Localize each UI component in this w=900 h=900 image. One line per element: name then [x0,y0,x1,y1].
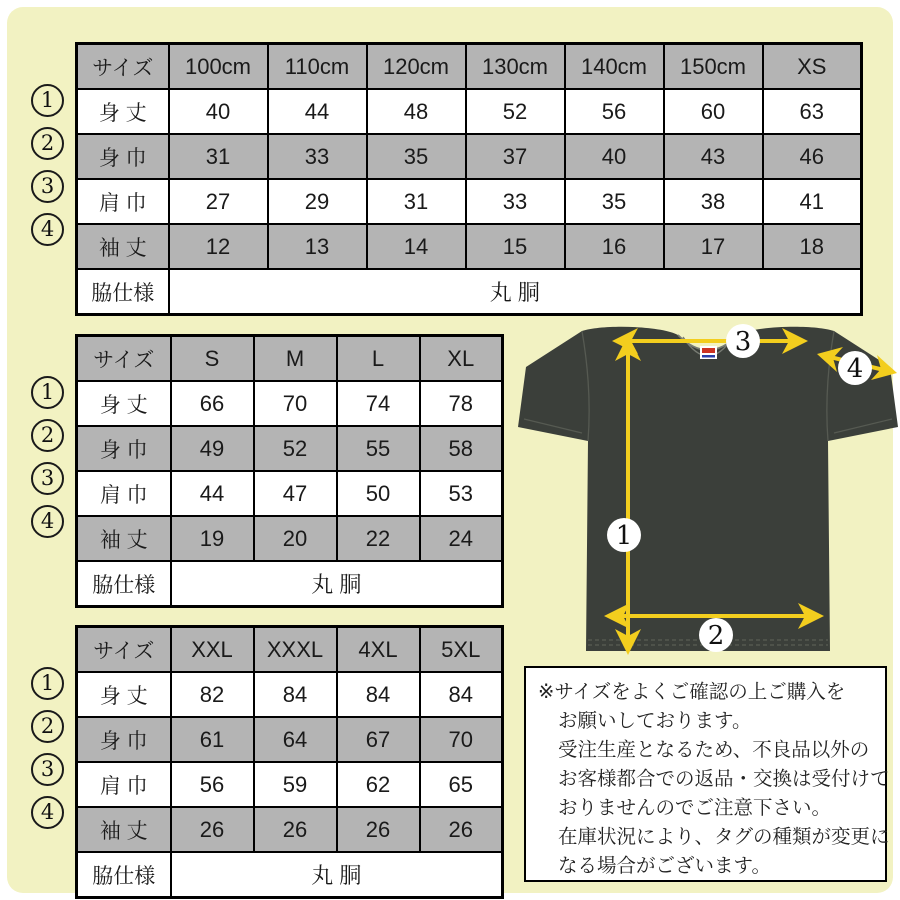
measurement-cell: 47 [254,471,337,516]
row-marker-circle: 1 [31,667,64,700]
size-table-xxl-5xl [75,625,504,899]
measurement-cell: 66 [171,381,254,426]
row-label: 身 巾 [77,426,171,471]
size-label-header: サイズ [77,44,169,90]
notice-line: 在庫状況により、タグの種類が変更に [558,826,890,848]
purchase-notice-box [524,666,890,882]
side-spec-label: 脇仕様 [77,852,171,898]
column-header: 150cm [664,44,763,90]
measurement-cell: 44 [268,89,367,134]
measurement-cell: 61 [171,717,254,762]
measurement-cell: 46 [763,134,862,179]
row-marker-circle: 1 [31,376,64,409]
measurement-cell: 65 [420,762,503,807]
measurement-cell: 14 [367,224,466,269]
row-label: 身 丈 [77,89,169,134]
notice-line: お願いしております。 [558,710,752,732]
column-header: 120cm [367,44,466,90]
column-header: 110cm [268,44,367,90]
measurement-cell: 56 [565,89,664,134]
measurement-cell: 52 [254,426,337,471]
column-header: 140cm [565,44,664,90]
svg-text:4: 4 [846,354,864,384]
measurement-cell: 17 [664,224,763,269]
measurement-cell: 44 [171,471,254,516]
column-header: 130cm [466,44,565,90]
notice-line: お客様都合での返品・交換は受付けて [558,768,890,790]
measurement-cell: 40 [169,89,268,134]
measurement-cell: 63 [763,89,862,134]
measurement-cell: 82 [171,672,254,717]
size-table [75,42,863,316]
column-header: XL [420,336,503,382]
column-header: XS [763,44,862,90]
row-marker-circle: 2 [31,127,64,160]
measurement-cell: 53 [420,471,503,516]
side-spec-label: 脇仕様 [77,269,169,315]
size-label-header: サイズ [77,336,171,382]
measurement-cell: 31 [169,134,268,179]
measurement-cell: 64 [254,717,337,762]
row-marker-circle: 3 [31,753,64,786]
side-spec-value: 丸 胴 [169,269,862,315]
measurement-cell: 50 [337,471,420,516]
measurement-cell: 26 [420,807,503,852]
measurement-cell: 35 [565,179,664,224]
shirt-marker-4 [838,351,872,385]
size-label-header: サイズ [77,627,171,673]
measurement-cell: 16 [565,224,664,269]
row-marker-circle: 3 [31,462,64,495]
measurement-cell: 33 [268,134,367,179]
measurement-cell: 19 [171,516,254,561]
measurement-cell: 13 [268,224,367,269]
measurement-cell: 20 [254,516,337,561]
measurement-cell: 84 [337,672,420,717]
measurement-cell: 62 [337,762,420,807]
column-header: XXXL [254,627,337,673]
row-marker-circle: 1 [31,84,64,117]
side-spec-label: 脇仕様 [77,561,171,607]
side-spec-value: 丸 胴 [171,561,503,607]
measurement-cell: 31 [367,179,466,224]
measurement-cell: 22 [337,516,420,561]
background-card [7,7,893,893]
measurement-cell: 18 [763,224,862,269]
notice-line: ※サイズをよくご確認の上ご購入を [538,681,846,703]
row-label: 袖 丈 [77,516,171,561]
row-label: 肩 巾 [77,471,171,516]
row-label: 身 巾 [77,134,169,179]
notice-line: 受注生産となるため、不良品以外の [558,739,870,761]
measurement-cell: 12 [169,224,268,269]
row-marker-circle: 3 [31,170,64,203]
side-spec-value: 丸 胴 [171,852,503,898]
measurement-cell: 40 [565,134,664,179]
measurement-cell: 70 [420,717,503,762]
row-label: 身 丈 [77,672,171,717]
measurement-cell: 49 [171,426,254,471]
row-label: 身 丈 [77,381,171,426]
measurement-cell: 48 [367,89,466,134]
measurement-cell: 70 [254,381,337,426]
row-label: 肩 巾 [77,762,171,807]
svg-text:2: 2 [707,621,725,651]
measurement-cell: 52 [466,89,565,134]
column-header: 100cm [169,44,268,90]
column-header: S [171,336,254,382]
column-header: 4XL [337,627,420,673]
shirt-marker-2 [699,618,733,652]
measurement-cell: 67 [337,717,420,762]
row-marker-circle: 2 [31,710,64,743]
row-marker-circle: 2 [31,419,64,452]
measurement-cell: 56 [171,762,254,807]
measurement-cell: 24 [420,516,503,561]
row-marker-circle: 4 [31,213,64,246]
column-header: L [337,336,420,382]
measurement-cell: 15 [466,224,565,269]
brand-tag-icon [700,346,717,359]
measurement-cell: 84 [420,672,503,717]
row-marker-circle: 4 [31,796,64,829]
measurement-cell: 38 [664,179,763,224]
column-header: XXL [171,627,254,673]
measurement-cell: 58 [420,426,503,471]
svg-text:3: 3 [734,327,752,357]
row-label: 袖 丈 [77,224,169,269]
column-header: 5XL [420,627,503,673]
measurement-cell: 26 [171,807,254,852]
size-table [75,625,504,899]
measurement-cell: 60 [664,89,763,134]
svg-text:1: 1 [615,521,633,551]
measurement-cell: 78 [420,381,503,426]
row-label: 身 巾 [77,717,171,762]
shirt-marker-1 [607,518,641,552]
notice-line: なる場合がございます。 [558,855,771,877]
measurement-cell: 27 [169,179,268,224]
column-header: M [254,336,337,382]
row-label: 袖 丈 [77,807,171,852]
measurement-cell: 29 [268,179,367,224]
size-table [75,334,504,608]
tshirt-diagram [512,319,900,665]
measurement-cell: 84 [254,672,337,717]
size-table-s-xl [75,334,504,608]
row-label: 肩 巾 [77,179,169,224]
measurement-cell: 43 [664,134,763,179]
notice-line: おりませんのでご注意下さい。 [558,797,832,819]
row-marker-circle: 4 [31,505,64,538]
measurement-cell: 55 [337,426,420,471]
measurement-cell: 35 [367,134,466,179]
measurement-cell: 59 [254,762,337,807]
size-table-kids-xs [75,42,863,316]
measurement-cell: 26 [254,807,337,852]
measurement-cell: 33 [466,179,565,224]
measurement-cell: 41 [763,179,862,224]
measurement-cell: 74 [337,381,420,426]
shirt-marker-3 [726,324,760,358]
measurement-cell: 37 [466,134,565,179]
measurement-cell: 26 [337,807,420,852]
